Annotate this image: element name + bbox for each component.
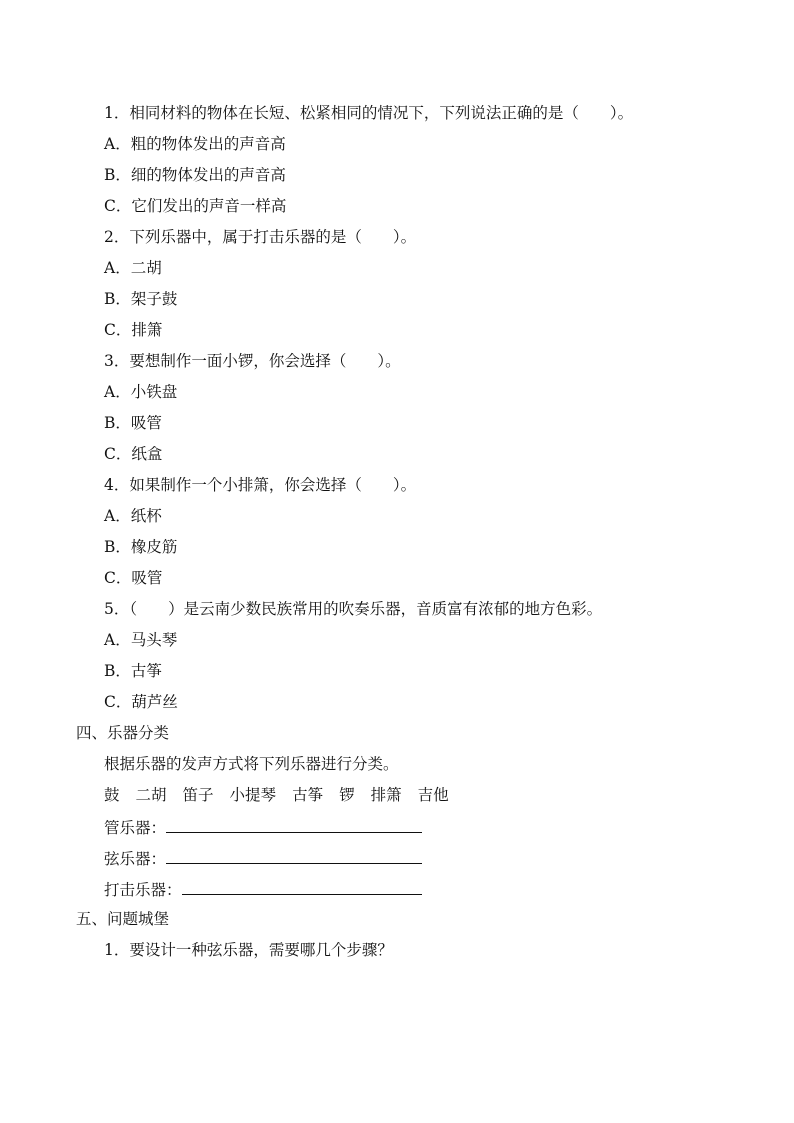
section-5-title: 五、问题城堡	[76, 910, 170, 928]
section-4-instruction: 根据乐器的发声方式将下列乐器进行分类。	[104, 755, 399, 773]
question-2-option-b: B．架子鼓	[104, 290, 178, 308]
category-string-label: 弦乐器：	[104, 850, 167, 868]
question-4-stem: 4．如果制作一个小排箫，你会选择（ ）。	[104, 476, 417, 494]
question-4-option-a: A．纸杯	[104, 507, 162, 525]
category-percussion-answer-blank[interactable]	[182, 878, 422, 895]
instrument-item: 二胡	[135, 786, 167, 804]
category-wind-label: 管乐器：	[104, 819, 167, 837]
instrument-item: 排箫	[370, 786, 402, 804]
category-string-row	[104, 847, 422, 869]
instrument-item: 笛子	[182, 786, 214, 804]
instrument-item: 锣	[339, 786, 355, 804]
instrument-item: 小提琴	[229, 786, 277, 804]
question-5-option-b: B．古筝	[104, 662, 162, 680]
question-5-stem: 5．（ ）是云南少数民族常用的吹奏乐器，音质富有浓郁的地方色彩。	[104, 600, 603, 618]
instrument-item: 吉他	[417, 786, 449, 804]
category-percussion-label: 打击乐器：	[104, 881, 182, 899]
question-1-option-b: B．细的物体发出的声音高	[104, 166, 286, 184]
instrument-item: 鼓	[104, 786, 120, 804]
question-4-option-c: C．吸管	[104, 569, 163, 587]
question-2-option-c: C．排箫	[104, 321, 163, 339]
question-3-option-c: C．纸盒	[104, 445, 163, 463]
section-4-title: 四、乐器分类	[76, 724, 170, 742]
category-percussion-row	[104, 878, 422, 900]
category-wind-answer-blank[interactable]	[166, 816, 422, 833]
question-1-stem: 1．相同材料的物体在长短、松紧相同的情况下，下列说法正确的是（ ）。	[104, 104, 634, 122]
question-3-option-b: B．吸管	[104, 414, 162, 432]
question-5-option-a: A．马头琴	[104, 631, 178, 649]
instrument-item: 古筝	[292, 786, 324, 804]
question-5-option-c: C．葫芦丝	[104, 693, 178, 711]
category-string-answer-blank[interactable]	[166, 847, 422, 864]
question-3-option-a: A．小铁盘	[104, 383, 178, 401]
section-5-question-1: 1．要设计一种弦乐器，需要哪几个步骤？	[104, 941, 393, 959]
question-1-option-a: A．粗的物体发出的声音高	[104, 135, 286, 153]
question-1-option-c: C．它们发出的声音一样高	[104, 197, 287, 215]
question-3-stem: 3．要想制作一面小锣，你会选择（ ）。	[104, 352, 401, 370]
question-2-option-a: A．二胡	[104, 259, 162, 277]
category-wind-row	[104, 816, 422, 838]
instrument-list	[104, 785, 465, 805]
question-4-option-b: B．橡皮筋	[104, 538, 178, 556]
question-2-stem: 2．下列乐器中，属于打击乐器的是（ ）。	[104, 228, 417, 246]
